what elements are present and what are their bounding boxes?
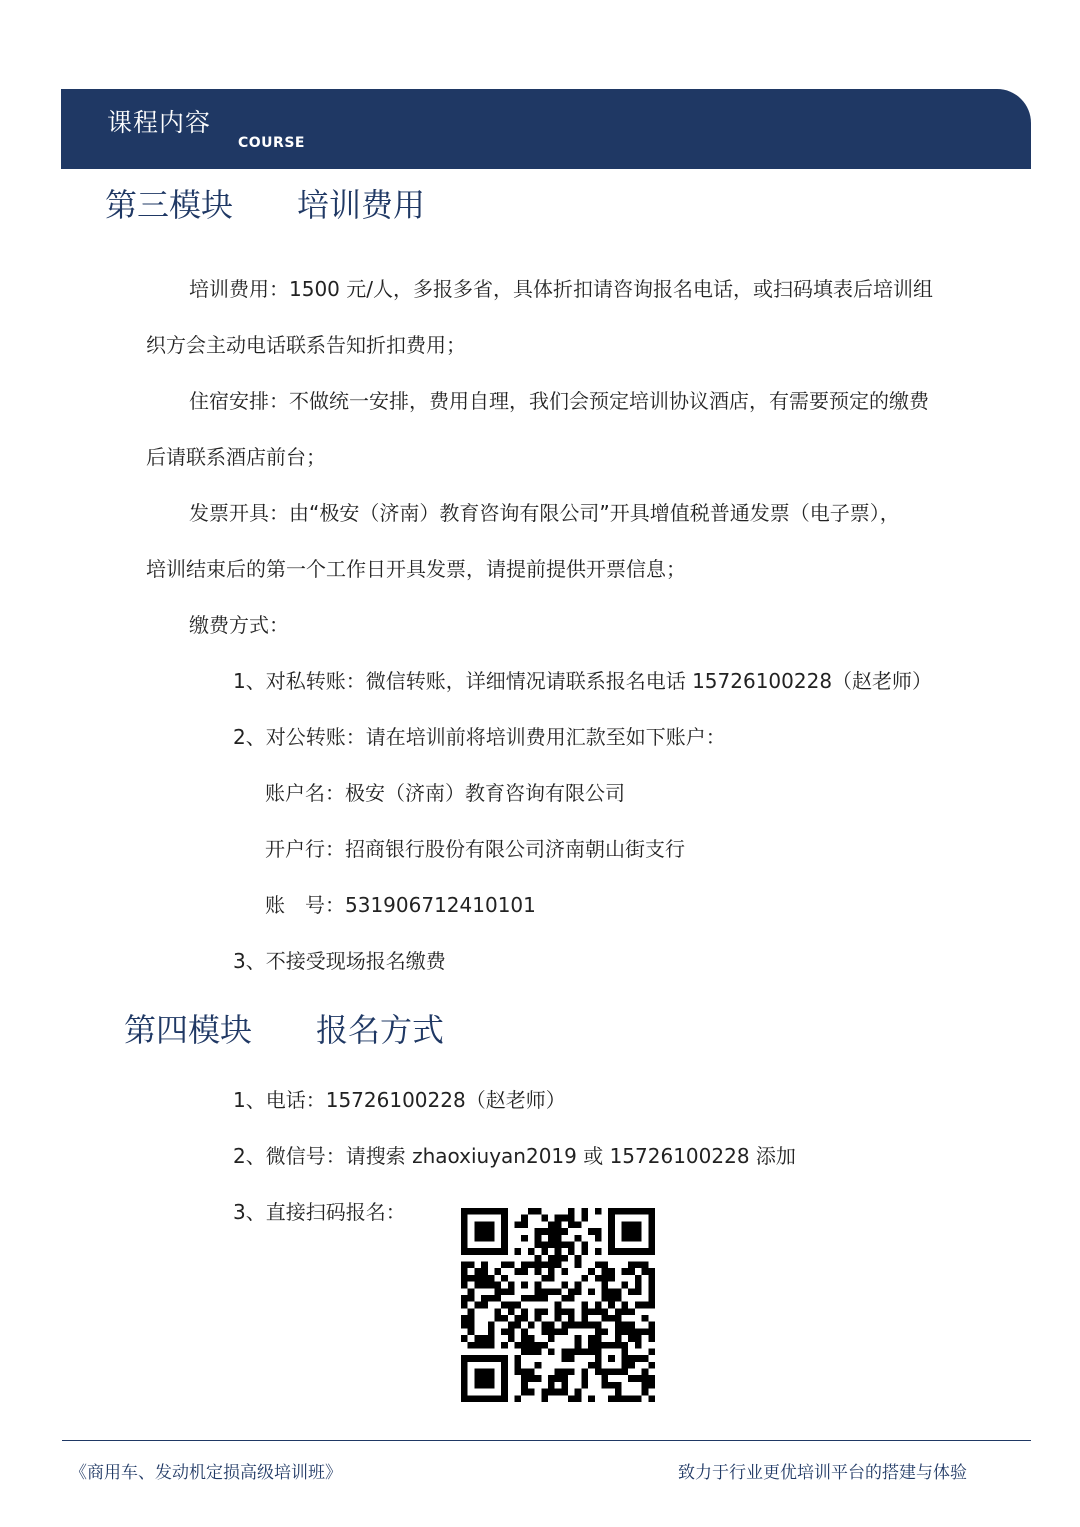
payment-item-3: 3、不接受现场报名缴费 <box>233 949 446 973</box>
account-number: 账 号：531906712410101 <box>265 893 536 917</box>
payment-item-1: 1、对私转账：微信转账，详细情况请联系报名电话 15726100228（赵老师） <box>233 669 933 693</box>
module3-number: 第三模块 <box>105 186 234 224</box>
module3-name: 培训费用 <box>297 186 426 224</box>
module4-title <box>124 1005 444 1051</box>
bank-name: 开户行：招商银行股份有限公司济南朝山街支行 <box>265 837 685 861</box>
invoice-line-2: 培训结束后的第一个工作日开具发票，请提前提供开票信息； <box>146 557 686 581</box>
header-subtitle: COURSE <box>238 135 305 151</box>
qr-code-icon[interactable] <box>461 1208 655 1402</box>
module4-name: 报名方式 <box>316 1011 445 1049</box>
signup-scan: 3、直接扫码报名： <box>233 1200 406 1224</box>
payment-item-2: 2、对公转账：请在培训前将培训费用汇款至如下账户： <box>233 725 726 749</box>
module3-title <box>105 180 425 226</box>
payment-heading: 缴费方式： <box>189 613 289 637</box>
header-bar <box>61 89 1031 169</box>
footer-slogan: 致力于行业更优培训平台的搭建与体验 <box>678 1463 967 1483</box>
header-title: 课程内容 <box>107 108 212 137</box>
signup-phone: 1、电话：15726100228（赵老师） <box>233 1088 566 1112</box>
footer-divider <box>62 1440 1031 1441</box>
invoice-line-1: 发票开具：由“极安（济南）教育咨询有限公司”开具增值税普通发票（电子票）， <box>189 501 900 525</box>
signup-wechat: 2、微信号：请搜索 zhaoxiuyan2019 或 15726100228 添加 <box>233 1144 796 1168</box>
fee-line-2: 织方会主动电话联系告知折扣费用； <box>146 333 466 357</box>
module4-number: 第四模块 <box>124 1011 253 1049</box>
fee-line-1: 培训费用：1500 元/人，多报多省，具体折扣请咨询报名电话，或扫码填表后培训组 <box>189 277 933 301</box>
account-name: 账户名：极安（济南）教育咨询有限公司 <box>265 781 625 805</box>
footer-course-name: 《商用车、发动机定损高级培训班》 <box>70 1463 342 1483</box>
lodging-line-2: 后请联系酒店前台； <box>146 445 326 469</box>
lodging-line-1: 住宿安排：不做统一安排，费用自理，我们会预定培训协议酒店，有需要预定的缴费 <box>189 389 929 413</box>
